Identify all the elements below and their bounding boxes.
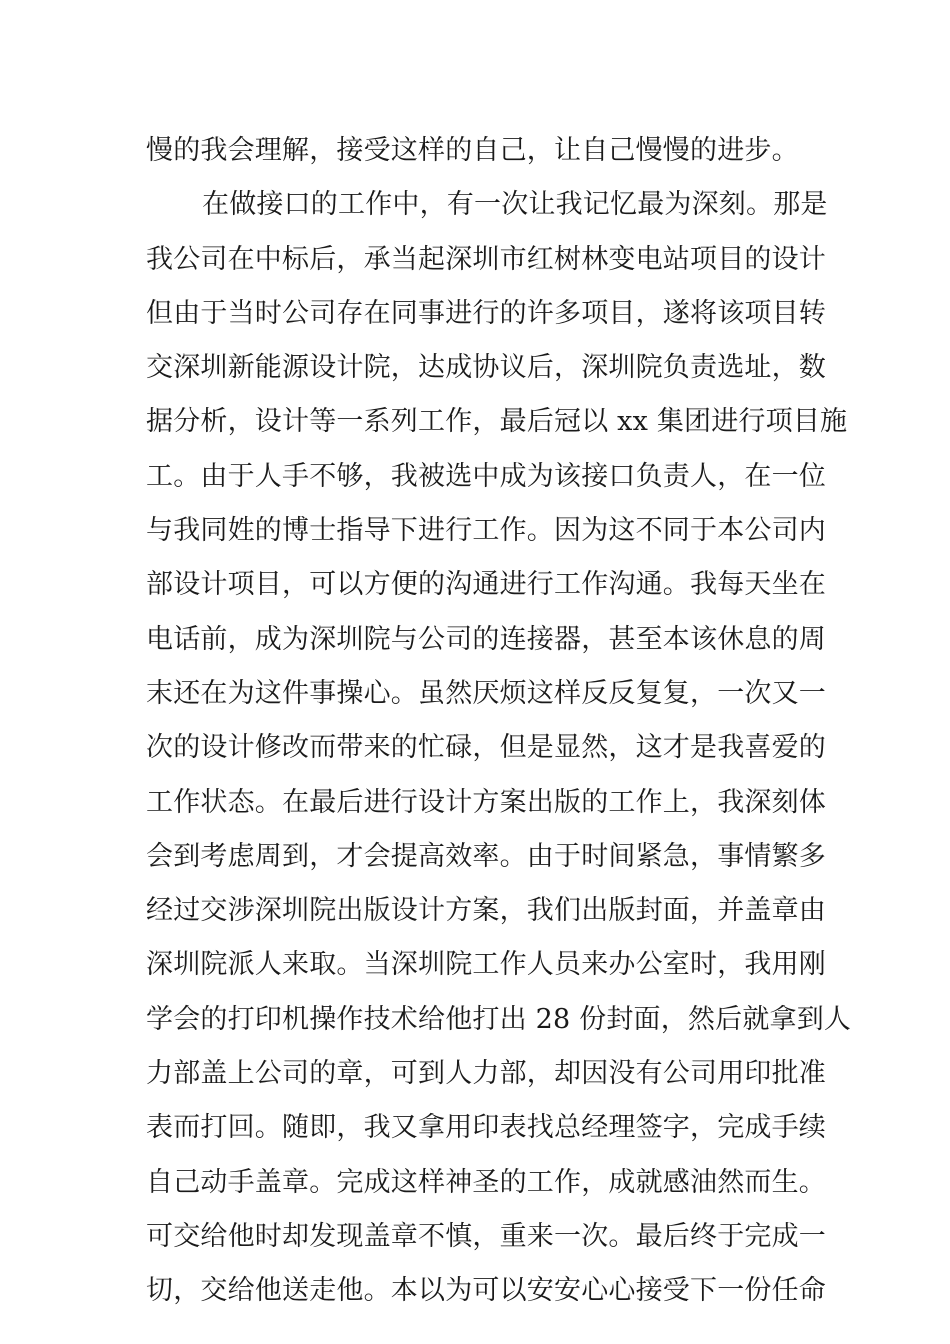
text-line: 表而打回。随即，我又拿用印表找总经理签字，完成手续 [146,1112,826,1144]
text-line: 部设计项目，可以方便的沟通进行工作沟通。我每天坐在 [146,569,826,601]
text-line: 会到考虑周到，才会提高效率。由于时间紧急，事情繁多 [146,840,826,872]
text-line: 切，交给他送走他。本以为可以安安心心接受下一份任命 [146,1275,826,1307]
text-line: 自己动手盖章。完成这样神圣的工作，成就感油然而生。 [146,1166,826,1198]
text-line: 学会的打印机操作技术给他打出 28 份封面，然后就拿到人 [146,1003,852,1035]
text-line: 力部盖上公司的章，可到人力部，却因没有公司用印批准 [146,1058,826,1090]
text-line: 可交给他时却发现盖章不慎，重来一次。最后终于完成一 [146,1220,826,1252]
text-line: 交深圳新能源设计院，达成协议后，深圳院负责选址，数 [146,352,826,384]
text-line: 电话前，成为深圳院与公司的连接器，甚至本该休息的周 [146,623,826,655]
text-line: 工。由于人手不够，我被选中成为该接口负责人，在一位 [146,460,826,492]
text-line: 但由于当时公司存在同事进行的许多项目，遂将该项目转 [146,297,826,329]
body-text [146,124,852,1319]
text-line: 次的设计修改而带来的忙碌，但是显然，这才是我喜爱的 [146,732,826,764]
text-line: 与我同姓的博士指导下进行工作。因为这不同于本公司内 [146,515,826,547]
text-line: 慢的我会理解，接受这样的自己，让自己慢慢的进步。 [146,135,799,166]
paragraph-first-line: 在做接口的工作中，有一次让我记忆最为深刻。那是 [202,189,828,221]
text-line: 深圳院派人来取。当深圳院工作人员来办公室时，我用刚 [146,949,826,981]
text-line: 工作状态。在最后进行设计方案出版的工作上，我深刻体 [146,786,826,818]
text-line: 据分析，设计等一系列工作，最后冠以 xx 集团进行项目施 [146,406,848,438]
text-line: 末还在为这件事操心。虽然厌烦这样反反复复，一次又一 [146,677,826,709]
text-line: 经过交涉深圳院出版设计方案，我们出版封面，并盖章由 [146,895,826,927]
text-line: 我公司在中标后，承当起深圳市红树林变电站项目的设计 [146,243,826,275]
